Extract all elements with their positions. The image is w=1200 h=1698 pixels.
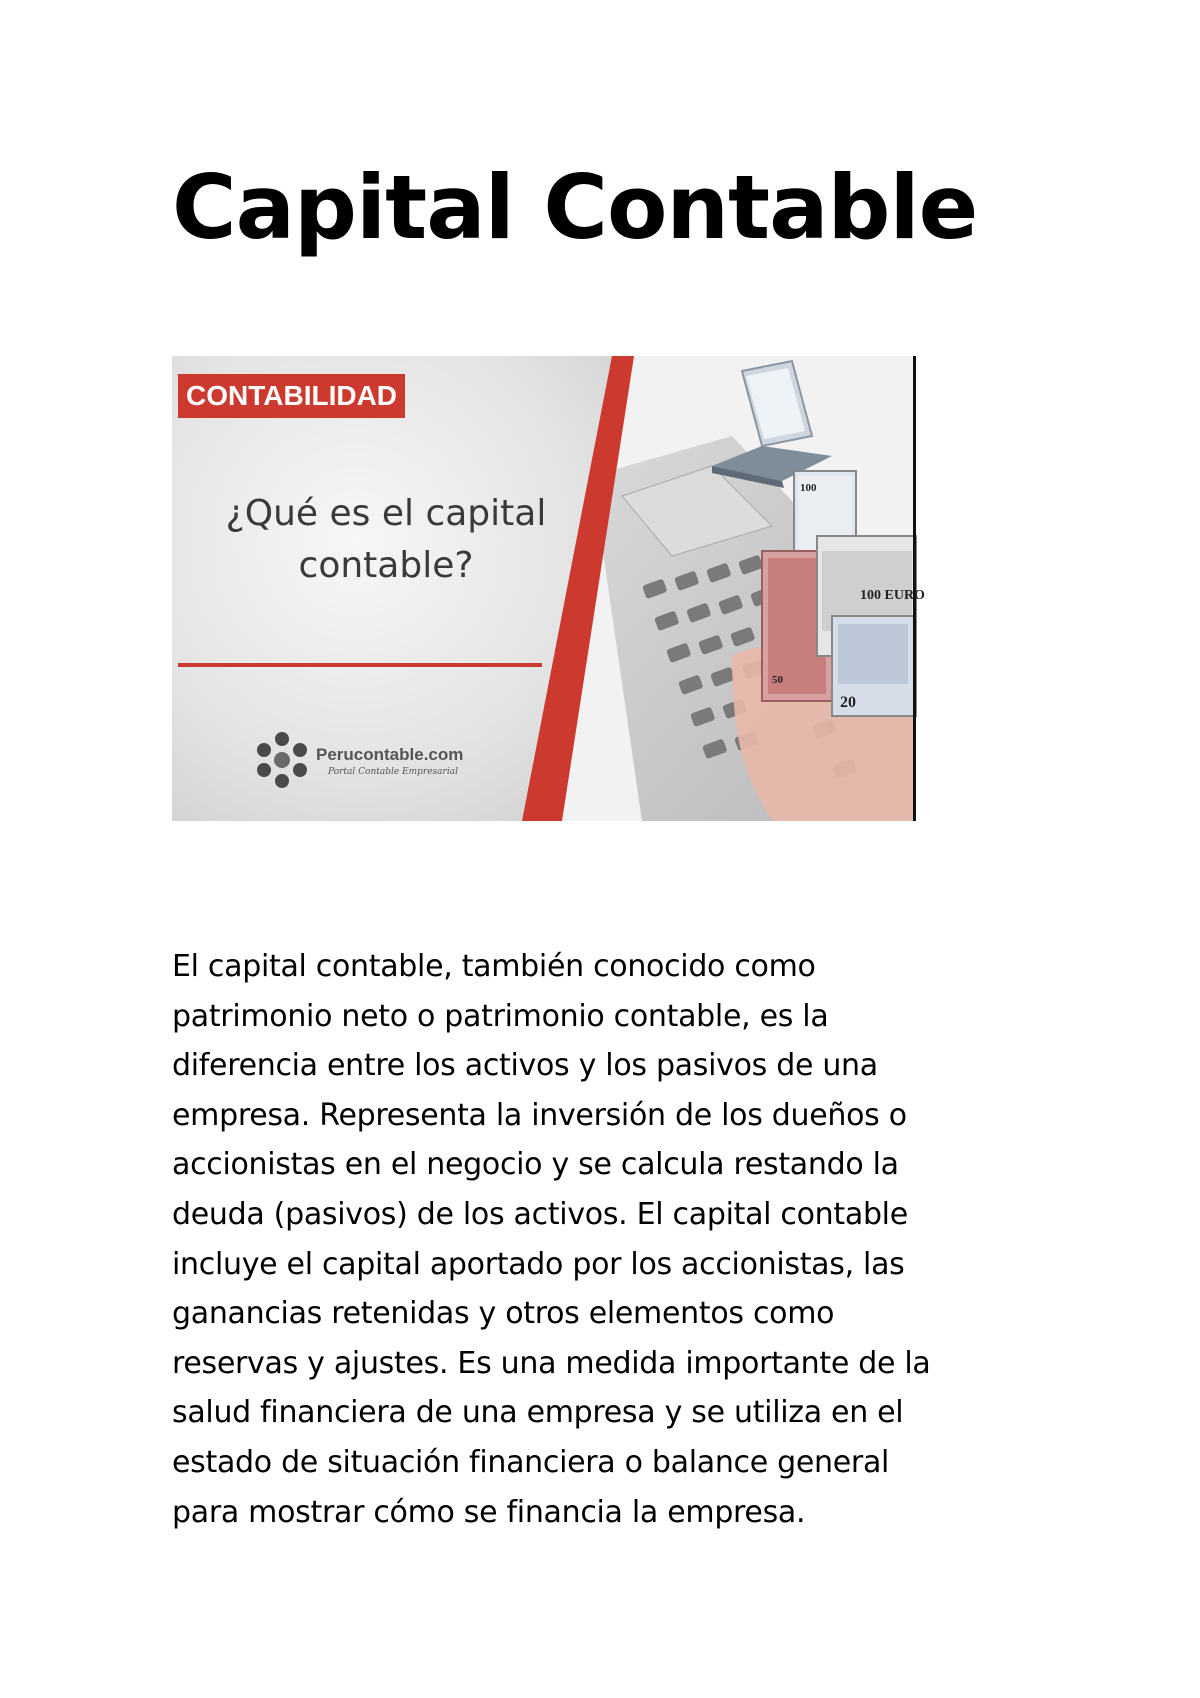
banner-heading-line: ¿Qué es el capital <box>225 493 547 534</box>
body-line: accionistas en el negocio y se calcula restando la <box>172 1147 899 1183</box>
body-line: para mostrar cómo se financia la empresa. <box>172 1494 806 1530</box>
bill-label: 50 <box>772 674 783 686</box>
body-line: empresa. Representa la inversión de los dueños o <box>172 1097 907 1133</box>
bill-label: 20 <box>840 694 856 711</box>
bill-label: 100 EURO <box>860 588 925 603</box>
body-line: El capital contable, también conocido como <box>172 949 816 984</box>
page-title: Capital Contable <box>172 156 978 259</box>
body-line: estado de situación financiera o balance general <box>172 1444 890 1480</box>
brand-name: Perucontable.com <box>316 745 464 764</box>
body-line: patrimonio neto o patrimonio contable, es la <box>172 998 829 1034</box>
bill-label: 100 <box>800 482 817 494</box>
banner-heading-line: contable? <box>298 545 474 586</box>
body-paragraph <box>172 942 1032 1537</box>
body-line: ganancias retenidas y otros elementos como <box>172 1296 835 1332</box>
banner-heading <box>206 488 566 592</box>
brand-tagline: Portal Contable Empresarial <box>328 767 458 777</box>
body-line: diferencia entre los activos y los pasivos de una <box>172 1048 878 1084</box>
body-line: incluye el capital aportado por los accionistas, las <box>172 1246 905 1282</box>
red-underline <box>178 663 542 667</box>
body-line: salud financiera de una empresa y se utiliza en el <box>172 1395 904 1431</box>
body-line: reservas y ajustes. Es una medida importante de la <box>172 1345 931 1381</box>
body-line: deuda (pasivos) de los activos. El capital contable <box>172 1196 908 1232</box>
article-banner-image <box>172 356 925 821</box>
banner-category-tag: CONTABILIDAD <box>178 374 405 418</box>
